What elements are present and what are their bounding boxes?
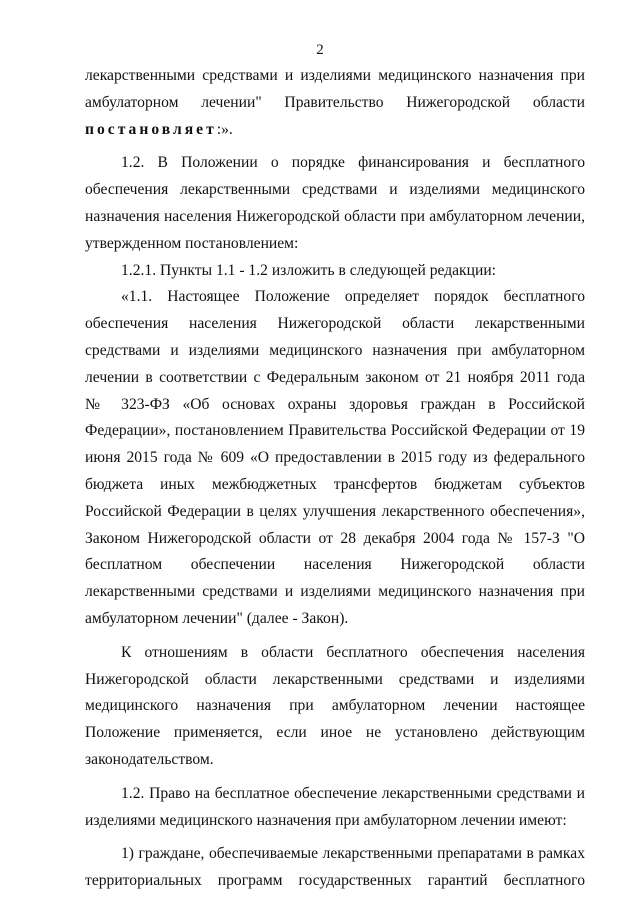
item-1-line: территориальных программ государственных гарантий бесплатного: [85, 872, 585, 890]
paragraph-1-1-line: «1.1. Настоящее Положение определяет порядок бесплатного: [121, 288, 585, 306]
paragraph-1-1-line: № 323-ФЗ «Об основах охраны здоровья граждан в Российской: [85, 395, 585, 413]
relations-paragraph-line: К отношениям в области бесплатного обеспечения населения: [121, 643, 585, 661]
paragraph-1-2-line: 1.2. В Положении о порядке финансирования и бесплатного: [121, 154, 585, 172]
paragraph-1-1-line: средствами и изделиями медицинского назначения при амбулаторном: [85, 341, 585, 359]
paragraph-1-1-line: лекарственными средствами и изделиями медицинского назначения при: [85, 583, 585, 601]
paragraph-1-1-line: амбулаторном лечении" (далее - Закон).: [85, 609, 349, 627]
page-number: 2: [316, 42, 324, 58]
text-line: [85, 117, 585, 144]
relations-paragraph-line: Положение применяется, если иное не установлено действующим: [85, 724, 585, 742]
relations-paragraph-line: Нижегородской области лекарственными средствами и изделиями: [85, 670, 585, 688]
decree-word: постановляет: [85, 120, 217, 138]
text-line: лекарственными средствами и изделиями медицинского назначения при: [85, 67, 585, 84]
paragraph-1-1-line: бюджета иных межбюджетных трансфертов бюджетам субъектов: [85, 475, 585, 493]
decree-word-tail: :».: [216, 120, 233, 138]
paragraph-1-1-line: Федерации», постановлением Правительства Российской Федерации от 19: [85, 422, 585, 440]
paragraph-1-1-line: Российской Федерации в целях улучшения лекарственного обеспечения»,: [85, 502, 585, 520]
paragraph-1-1-line: лечении в соответствии с Федеральным законом от 21 ноября 2011 года: [85, 368, 585, 386]
paragraph-1-1-line: Законом Нижегородской области от 28 декабря 2004 года № 157-З "О: [85, 529, 585, 547]
paragraph-1-1-line: обеспечения населения Нижегородской области лекарственными: [85, 315, 585, 333]
relations-paragraph-line: медицинского назначения при амбулаторном лечении настоящее: [85, 697, 585, 715]
text-line: амбулаторном лечении" Правительство Нижегородской области: [85, 93, 585, 111]
item-1-line: 1) граждане, обеспечиваемые лекарственными препаратами в рамках: [121, 845, 585, 863]
paragraph-1-2-line: утвержденном постановлением:: [85, 234, 299, 252]
paragraph-1-1-line: июня 2015 года № 609 «О предоставлении в 2015 году из федерального: [85, 449, 585, 467]
paragraph-1-1-line: бесплатном обеспечении населения Нижегородской области: [85, 556, 585, 574]
paragraph-1-2-1: 1.2.1. Пункты 1.1 - 1.2 изложить в следующей редакции:: [121, 261, 497, 279]
paragraph-1-2b-line: 1.2. Право на бесплатное обеспечение лекарственными средствами и: [121, 784, 585, 802]
paragraph-1-2-line: назначения населения Нижегородской области при амбулаторном лечении,: [85, 207, 585, 225]
document-body: [85, 63, 585, 895]
relations-paragraph-line: законодательством.: [85, 750, 214, 768]
paragraph-1-2b-line: изделиями медицинского назначения при амбулаторном лечении имеют:: [85, 811, 567, 829]
paragraph-1-2-line: обеспечения лекарственными средствами и изделиями медицинского: [85, 181, 585, 199]
